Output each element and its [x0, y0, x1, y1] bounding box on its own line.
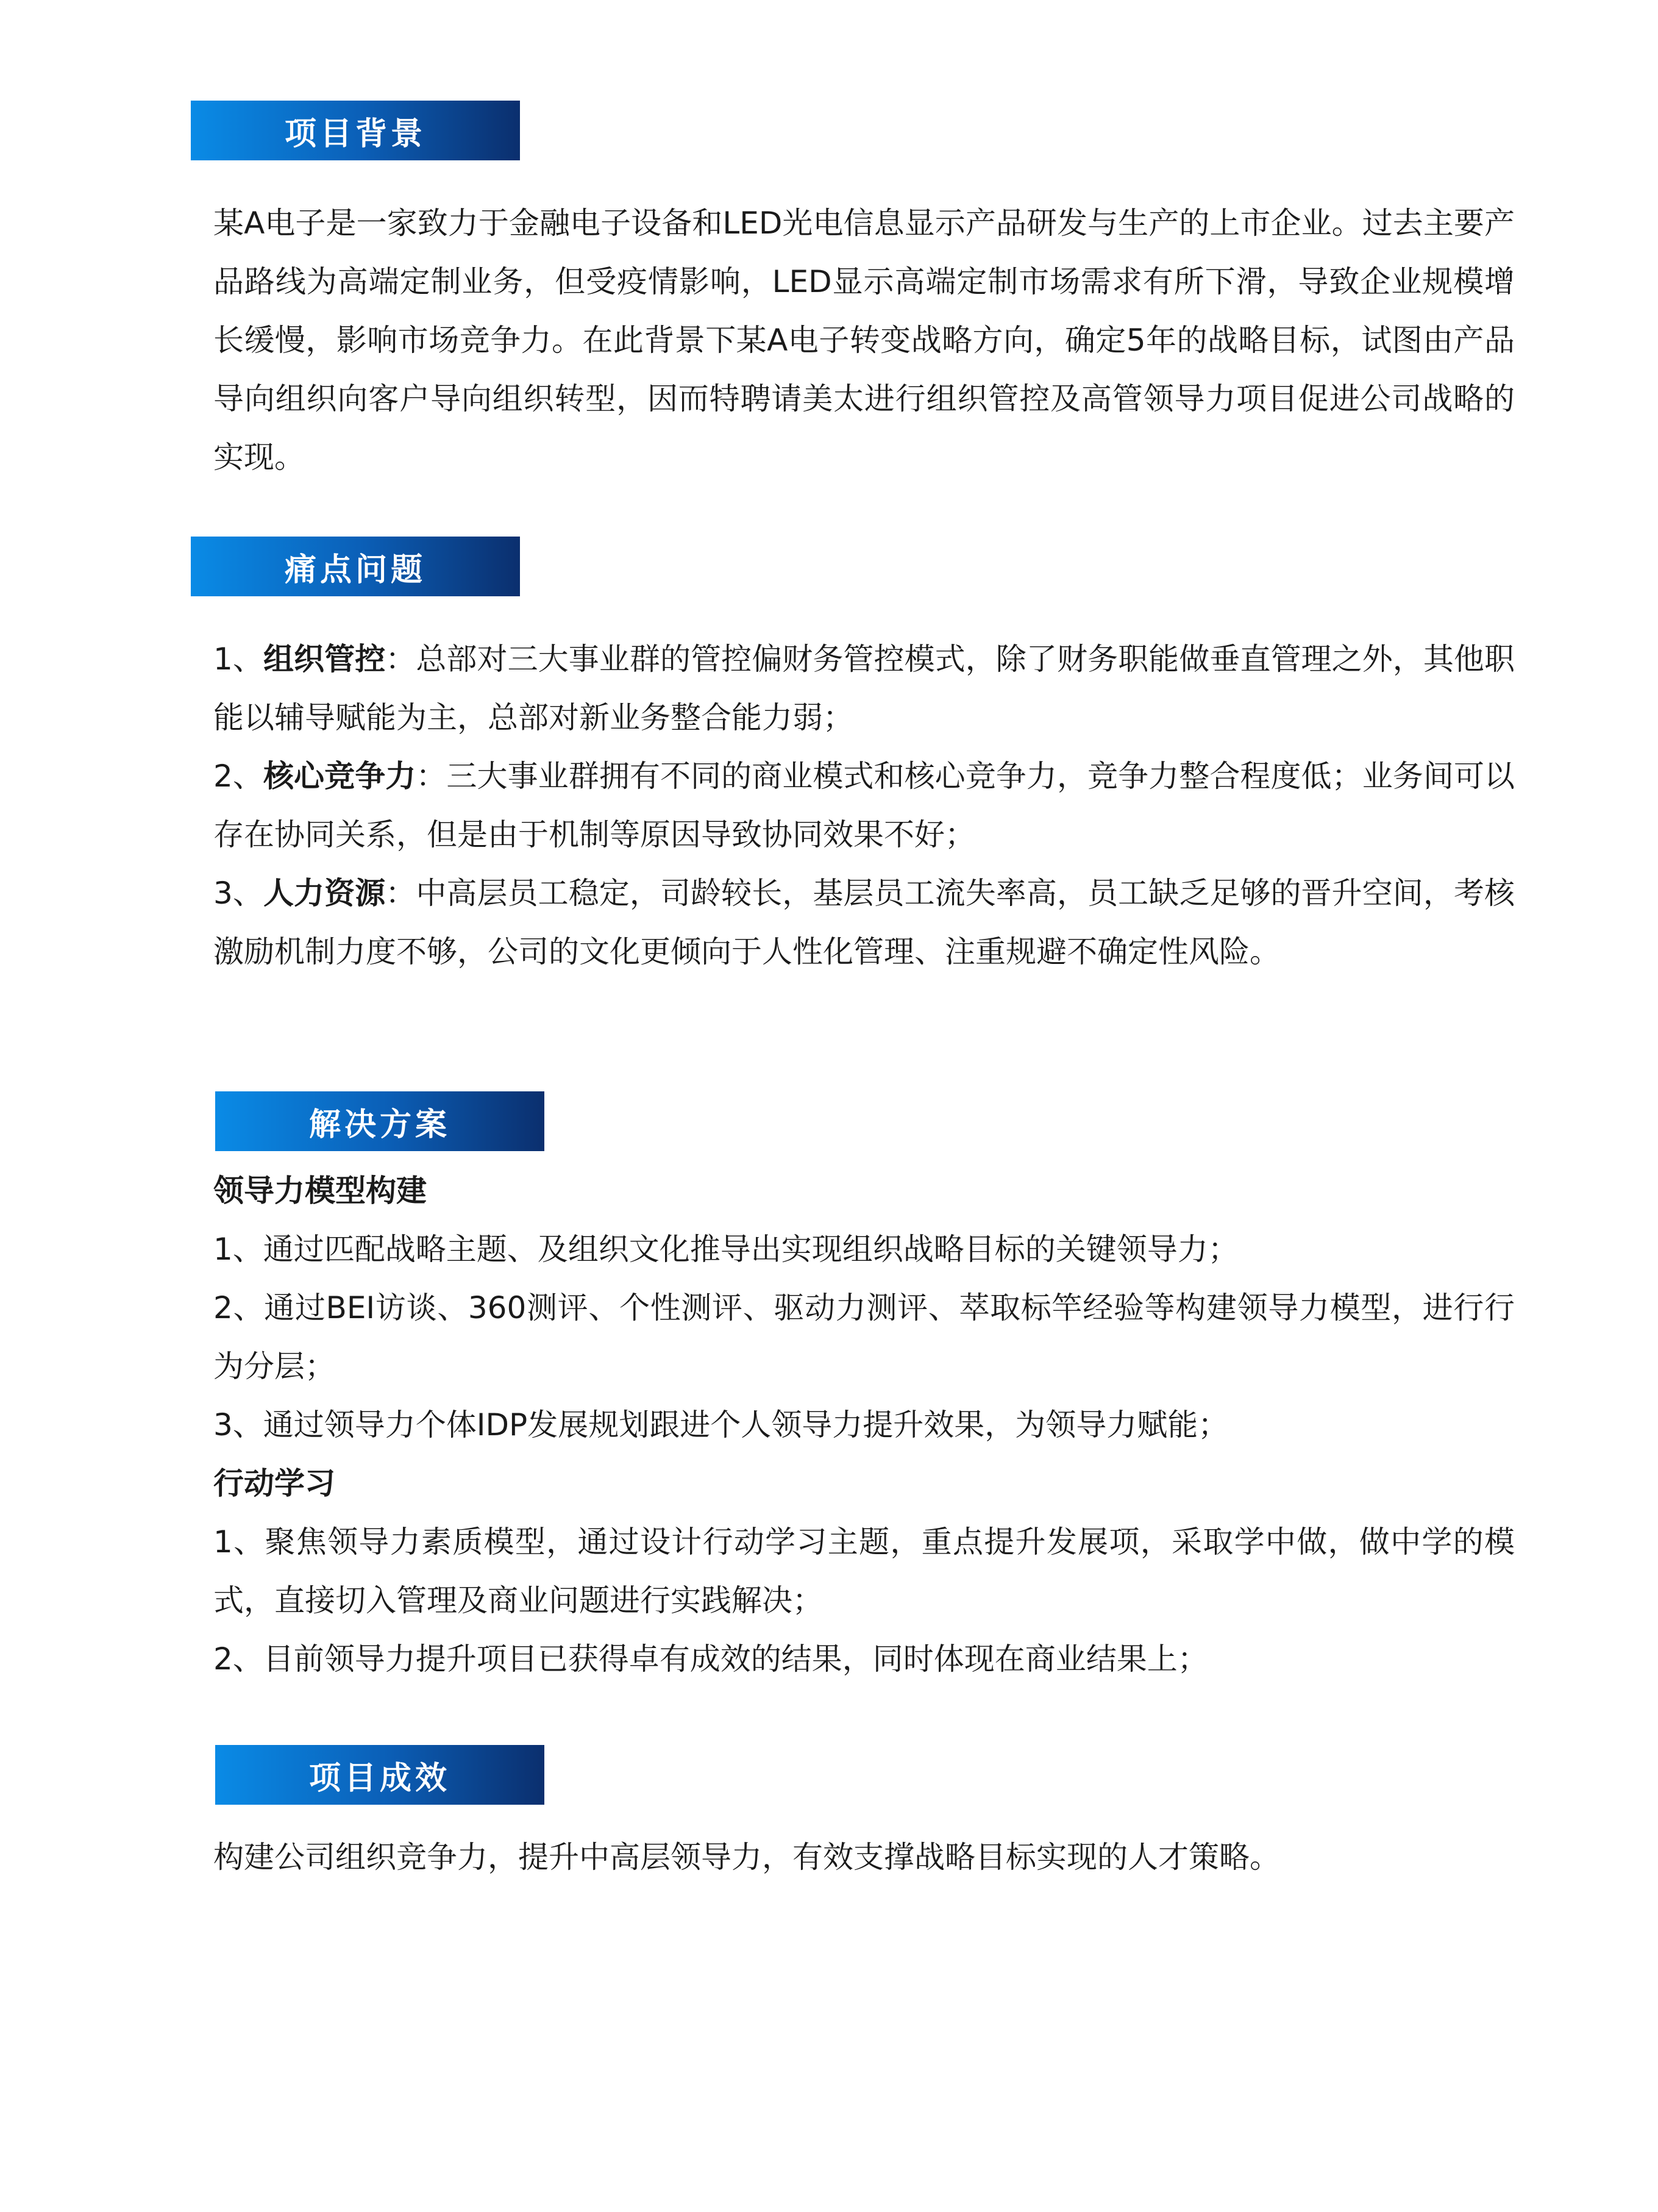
section-heading-text: 解决方案 [308, 1106, 450, 1143]
solution-group-title: 行动学习 [213, 1466, 335, 1501]
section-heading-pain-points [191, 537, 520, 596]
item-prefix: 1、 [213, 641, 263, 677]
section-heading-background [191, 101, 520, 160]
results-paragraph: 构建公司组织竞争力，提升中高层领导力，有效支撑战略目标实现的人才策略。 [213, 1839, 1280, 1875]
item-text: ：总部对三大事业群的管控偏财务管控模式，除了财务职能做垂直管理之外，其他职能以辅导赋能为主，总部对新业务整合能力弱； [213, 641, 1515, 735]
section-heading-results [215, 1745, 544, 1805]
section-heading-text: 项目成效 [308, 1760, 450, 1797]
item-prefix: 3、 [213, 876, 263, 911]
item-text: ：三大事业群拥有不同的商业模式和核心竞争力，竞争力整合程度低；业务间可以存在协同关系，但是由于机制等原因导致协同效果不好； [213, 758, 1515, 852]
item-title: 人力资源 [263, 876, 386, 911]
pain-points-block [213, 630, 1515, 981]
background-paragraph: 某A电子是一家致力于金融电子设备和LED光电信息显示产品研发与生产的上市企业。过去主要产品路线为高端定制业务，但受疫情影响，LED显示高端定制市场需求有所下滑，导致企业规模增长缓慢，影响市场竞争力。在此背景下某A电子转变战略方向，确定5年的战略目标，试图由产品导向组织向客户导向组织转型，因而特聘请美太进行组织管控及高管领导力项目促进公司战略的实现。 [213, 205, 1515, 475]
item-prefix: 2、 [213, 758, 263, 794]
item-title: 组织管控 [263, 641, 386, 677]
section-heading-text: 痛点问题 [284, 551, 426, 588]
item-text: ：中高层员工稳定，司龄较长，基层员工流失率高，员工缺乏足够的晋升空间，考核激励机制力度不够，公司的文化更倾向于人性化管理、注重规避不确定性风险。 [213, 876, 1515, 969]
pain-point-item [213, 864, 1515, 981]
section-heading-text: 项目背景 [284, 115, 426, 152]
pain-point-item [213, 747, 1515, 864]
results-block [213, 1828, 1515, 1886]
solution-block [213, 1161, 1515, 1688]
section-heading-solution [215, 1091, 544, 1151]
solution-item: 2、目前领导力提升项目已获得卓有成效的结果，同时体现在商业结果上； [213, 1641, 1208, 1677]
pain-point-item [213, 630, 1515, 747]
solution-item: 3、通过领导力个体IDP发展规划跟进个人领导力提升效果，为领导力赋能； [213, 1407, 1229, 1443]
solution-item: 2、通过BEI访谈、360测评、个性测评、驱动力测评、萃取标竿经验等构建领导力模型，进行行为分层； [213, 1290, 1515, 1384]
solution-item: 1、通过匹配战略主题、及组织文化推导出实现组织战略目标的关键领导力； [213, 1232, 1239, 1267]
background-block [213, 194, 1515, 487]
solution-item: 1、聚焦领导力素质模型，通过设计行动学习主题，重点提升发展项，采取学中做，做中学的模式，直接切入管理及商业问题进行实践解决； [213, 1524, 1515, 1618]
item-title: 核心竞争力 [263, 758, 416, 794]
solution-group-title: 领导力模型构建 [213, 1173, 427, 1208]
